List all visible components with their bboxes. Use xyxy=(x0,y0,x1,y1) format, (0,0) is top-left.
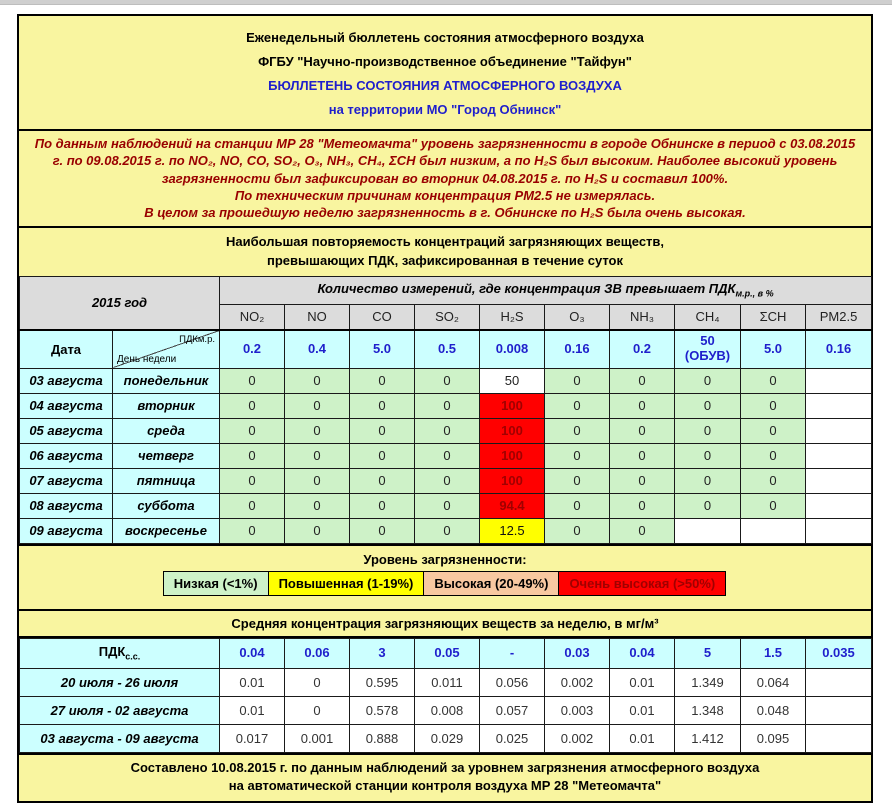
value-cell: 0 xyxy=(675,468,741,493)
period-cell: 20 июля - 26 июля xyxy=(20,668,220,696)
pdk-value-cell: 0.2 xyxy=(220,330,285,369)
gas-column-header: H₂S xyxy=(480,304,545,330)
gas-column-header: SO₂ xyxy=(415,304,480,330)
value-cell: 0 xyxy=(610,393,675,418)
pdk-ss-header xyxy=(20,638,220,668)
avg-value-cell: 0.01 xyxy=(220,696,285,724)
value-cell: 0 xyxy=(415,393,480,418)
value-cell: 0 xyxy=(285,418,350,443)
weekday-cell: вторник xyxy=(113,393,220,418)
date-column-header: Дата xyxy=(20,330,113,369)
value-cell: 0 xyxy=(220,418,285,443)
gas-column-header: CH₄ xyxy=(675,304,741,330)
value-cell: 0 xyxy=(220,368,285,393)
value-cell: 0 xyxy=(545,468,610,493)
pdk-ss-value-cell: 0.03 xyxy=(545,638,610,668)
value-cell: 100 xyxy=(480,418,545,443)
avg-value-cell: 0.002 xyxy=(545,668,610,696)
value-cell: 0 xyxy=(741,393,806,418)
measure-count-header xyxy=(220,276,872,304)
value-cell xyxy=(806,493,872,518)
value-cell: 0 xyxy=(545,443,610,468)
value-cell: 0 xyxy=(350,468,415,493)
summary-paragraph-1: По данным наблюдений на станции МР 28 "Метеомачта" уровень загрязненности в городе Обнинске в период с 03.08.2015 г. по 09.08.2015 г. по NO₂, NO, CO, SO₂, O₃, NH₃, CH₄, ΣCH был низким, а по H₂S был высоким. Наиболее высокий уровень загрязненности был зафиксирован во вторник 04.08.2015 г. по H₂S и составил 100%. xyxy=(34,136,856,186)
gas-column-header: O₃ xyxy=(545,304,610,330)
value-cell: 0 xyxy=(415,468,480,493)
pdk-ss-value-cell: 0.04 xyxy=(610,638,675,668)
value-cell: 0 xyxy=(415,493,480,518)
pdk-value-cell: 0.2 xyxy=(610,330,675,369)
date-cell: 03 августа xyxy=(20,368,113,393)
exceedance-table-title xyxy=(19,226,871,275)
legend-title: Уровень загрязненности: xyxy=(363,551,527,567)
pdk-ss-label: ПДК xyxy=(98,644,126,660)
avg-value-cell: 0.01 xyxy=(610,724,675,752)
pdk-value-cell: 5.0 xyxy=(741,330,806,369)
weekday-cell: воскресенье xyxy=(113,518,220,543)
value-cell: 0 xyxy=(285,468,350,493)
weekday-diagonal-label: День недели xyxy=(117,353,177,365)
value-cell: 0 xyxy=(285,518,350,543)
period-cell: 27 июля - 02 августа xyxy=(20,696,220,724)
gas-column-header: CO xyxy=(350,304,415,330)
avg-value-cell: 1.348 xyxy=(675,696,741,724)
value-cell: 0 xyxy=(545,493,610,518)
exceedance-table xyxy=(19,276,872,544)
summary-paragraph-2: По техническим причинам концентрация PM2.5 не измерялась. xyxy=(234,187,656,203)
pollution-level-legend xyxy=(19,544,871,609)
avg-value-cell: 0.002 xyxy=(545,724,610,752)
value-cell: 0 xyxy=(350,518,415,543)
weekday-cell: понедельник xyxy=(113,368,220,393)
pdk-value-cell: 50 (ОБУВ) xyxy=(675,330,741,369)
pdk-ss-value-cell: 3 xyxy=(350,638,415,668)
value-cell xyxy=(806,443,872,468)
value-cell: 100 xyxy=(480,443,545,468)
pdk-value-cell: 0.008 xyxy=(480,330,545,369)
value-cell xyxy=(806,393,872,418)
date-cell: 05 августа xyxy=(20,418,113,443)
year-header: 2015 год xyxy=(20,276,220,330)
avg-value-cell xyxy=(806,696,872,724)
avg-value-cell: 0.057 xyxy=(480,696,545,724)
bulletin-document xyxy=(17,14,873,803)
value-cell xyxy=(806,518,872,543)
table-row xyxy=(20,368,872,393)
value-cell: 0 xyxy=(545,518,610,543)
avg-value-cell: 1.412 xyxy=(675,724,741,752)
value-cell: 0 xyxy=(415,443,480,468)
value-cell: 0 xyxy=(675,368,741,393)
value-cell: 0 xyxy=(675,443,741,468)
value-cell: 0 xyxy=(350,418,415,443)
pdk-ss-value-cell: 0.035 xyxy=(806,638,872,668)
value-cell: 0 xyxy=(741,368,806,393)
weekday-cell: суббота xyxy=(113,493,220,518)
value-cell: 12.5 xyxy=(480,518,545,543)
avg-value-cell: 0.025 xyxy=(480,724,545,752)
legend-item: Повышенная (1-19%) xyxy=(268,571,425,596)
value-cell: 0 xyxy=(545,368,610,393)
value-cell: 0 xyxy=(610,493,675,518)
value-cell xyxy=(806,468,872,493)
value-cell: 0 xyxy=(545,418,610,443)
avg-value-cell: 0.01 xyxy=(220,668,285,696)
value-cell: 0 xyxy=(415,368,480,393)
table-row xyxy=(20,668,872,696)
value-cell: 100 xyxy=(480,393,545,418)
legend-item: Высокая (20-49%) xyxy=(423,571,559,596)
avg-value-cell: 0.01 xyxy=(610,668,675,696)
average-table-title xyxy=(19,609,871,638)
value-cell: 0 xyxy=(675,393,741,418)
footer-line2: на автоматической станции контроля воздуха МР 28 "Метеомачта" xyxy=(228,777,662,793)
period-cell: 03 августа - 09 августа xyxy=(20,724,220,752)
table-row xyxy=(20,493,872,518)
date-cell: 07 августа xyxy=(20,468,113,493)
value-cell: 0 xyxy=(220,493,285,518)
value-cell: 0 xyxy=(675,418,741,443)
pdk-ss-value-cell: 5 xyxy=(675,638,741,668)
legend-item: Очень высокая (>50%) xyxy=(558,571,726,596)
value-cell: 0 xyxy=(415,518,480,543)
value-cell: 0 xyxy=(610,518,675,543)
pdk-value-cell: 0.4 xyxy=(285,330,350,369)
value-cell: 0 xyxy=(610,468,675,493)
value-cell: 0 xyxy=(741,493,806,518)
summary-paragraph-3: В целом за прошедшую неделю загрязненность в г. Обнинске по H₂S была очень высокая. xyxy=(144,205,746,221)
gas-column-header: PM2.5 xyxy=(806,304,872,330)
avg-value-cell: 0 xyxy=(285,696,350,724)
avg-value-cell: 0 xyxy=(285,668,350,696)
avg-value-cell xyxy=(806,668,872,696)
value-cell: 0 xyxy=(285,443,350,468)
avg-value-cell: 0.003 xyxy=(545,696,610,724)
exceedance-title-line1: Наибольшая повторяемость концентраций загрязняющих веществ, xyxy=(225,234,665,250)
avg-value-cell: 0.578 xyxy=(350,696,415,724)
value-cell: 0 xyxy=(610,443,675,468)
pdk-ss-value-cell: - xyxy=(480,638,545,668)
measure-count-header-text: Количество измерений, где концентрация ЗВ превышает ПДК xyxy=(317,281,736,297)
pdk-value-cell: 0.5 xyxy=(415,330,480,369)
value-cell: 0 xyxy=(350,368,415,393)
avg-value-cell xyxy=(806,724,872,752)
value-cell xyxy=(741,518,806,543)
pdk-ss-value-cell: 0.06 xyxy=(285,638,350,668)
value-cell: 0 xyxy=(610,368,675,393)
value-cell: 0 xyxy=(285,493,350,518)
table-row xyxy=(20,724,872,752)
footer-line1: Составлено 10.08.2015 г. по данным наблюдений за уровнем загрязнения атмосферного воздуха xyxy=(130,759,760,775)
value-cell: 0 xyxy=(220,518,285,543)
avg-value-cell: 0.095 xyxy=(741,724,806,752)
value-cell: 0 xyxy=(415,418,480,443)
territory-title: на территории МО "Город Обнинск" xyxy=(328,102,562,117)
title-block xyxy=(19,16,871,129)
gas-column-header: ΣCH xyxy=(741,304,806,330)
doc-subtitle: Еженедельный бюллетень состояния атмосферного воздуха xyxy=(246,30,644,45)
value-cell: 100 xyxy=(480,468,545,493)
value-cell: 0 xyxy=(285,393,350,418)
date-cell: 06 августа xyxy=(20,443,113,468)
pdk-ss-value-cell: 0.05 xyxy=(415,638,480,668)
value-cell: 0 xyxy=(220,468,285,493)
weekday-cell: пятница xyxy=(113,468,220,493)
value-cell: 0 xyxy=(741,443,806,468)
table-row xyxy=(20,518,872,543)
value-cell xyxy=(675,518,741,543)
value-cell: 50 xyxy=(480,368,545,393)
pdk-ss-subscript: с.с. xyxy=(125,652,141,663)
organization-name: ФГБУ "Научно-производственное объединение "Тайфун" xyxy=(258,54,632,69)
value-cell: 0 xyxy=(220,393,285,418)
avg-value-cell: 1.349 xyxy=(675,668,741,696)
gas-column-header: NO₂ xyxy=(220,304,285,330)
value-cell: 0 xyxy=(610,418,675,443)
summary-block xyxy=(19,129,871,226)
weekly-average-table xyxy=(19,638,872,753)
pdk-value-cell: 0.16 xyxy=(806,330,872,369)
table-row xyxy=(20,418,872,443)
window-top-edge xyxy=(0,0,892,5)
value-cell: 0 xyxy=(285,368,350,393)
value-cell: 0 xyxy=(220,443,285,468)
avg-value-cell: 0.888 xyxy=(350,724,415,752)
table-row xyxy=(20,468,872,493)
pdk-ss-value-cell: 1.5 xyxy=(741,638,806,668)
bulletin-title: БЮЛЛЕТЕНЬ СОСТОЯНИЯ АТМОСФЕРНОГО ВОЗДУХА xyxy=(268,78,622,93)
avg-value-cell: 0.001 xyxy=(285,724,350,752)
exceedance-title-line2: превышающих ПДК, зафиксированная в течение суток xyxy=(267,252,623,268)
value-cell xyxy=(806,418,872,443)
value-cell: 0 xyxy=(741,468,806,493)
avg-value-cell: 0.017 xyxy=(220,724,285,752)
avg-value-cell: 0.595 xyxy=(350,668,415,696)
value-cell: 0 xyxy=(350,393,415,418)
pdk-value-cell: 5.0 xyxy=(350,330,415,369)
value-cell: 0 xyxy=(350,493,415,518)
legend-row xyxy=(19,571,871,596)
footer-block xyxy=(19,753,871,801)
date-cell: 09 августа xyxy=(20,518,113,543)
legend-item: Низкая (<1%) xyxy=(163,571,269,596)
date-cell: 08 августа xyxy=(20,493,113,518)
avg-value-cell: 0.008 xyxy=(415,696,480,724)
date-cell: 04 августа xyxy=(20,393,113,418)
value-cell: 0 xyxy=(545,393,610,418)
avg-value-cell: 0.01 xyxy=(610,696,675,724)
avg-value-cell: 0.064 xyxy=(741,668,806,696)
pdk-ss-value-cell: 0.04 xyxy=(220,638,285,668)
table-row xyxy=(20,393,872,418)
average-title-text: Средняя концентрация загрязняющих веществ за неделю, в мг/м³ xyxy=(231,615,659,631)
pdk-weekday-diagonal-cell xyxy=(113,330,220,369)
avg-value-cell: 0.056 xyxy=(480,668,545,696)
avg-value-cell: 0.011 xyxy=(415,668,480,696)
value-cell: 0 xyxy=(741,418,806,443)
value-cell: 0 xyxy=(350,443,415,468)
weekday-cell: четверг xyxy=(113,443,220,468)
avg-value-cell: 0.029 xyxy=(415,724,480,752)
table-row xyxy=(20,443,872,468)
value-cell: 0 xyxy=(675,493,741,518)
gas-column-header: NO xyxy=(285,304,350,330)
value-cell: 94.4 xyxy=(480,493,545,518)
gas-column-header: NH₃ xyxy=(610,304,675,330)
table-row xyxy=(20,696,872,724)
avg-value-cell: 0.048 xyxy=(741,696,806,724)
weekday-cell: среда xyxy=(113,418,220,443)
value-cell xyxy=(806,368,872,393)
measure-count-header-subscript: м.р., в % xyxy=(735,289,774,300)
pdk-value-cell: 0.16 xyxy=(545,330,610,369)
pdk-mr-diagonal-label: ПДКм.р. xyxy=(179,333,215,345)
